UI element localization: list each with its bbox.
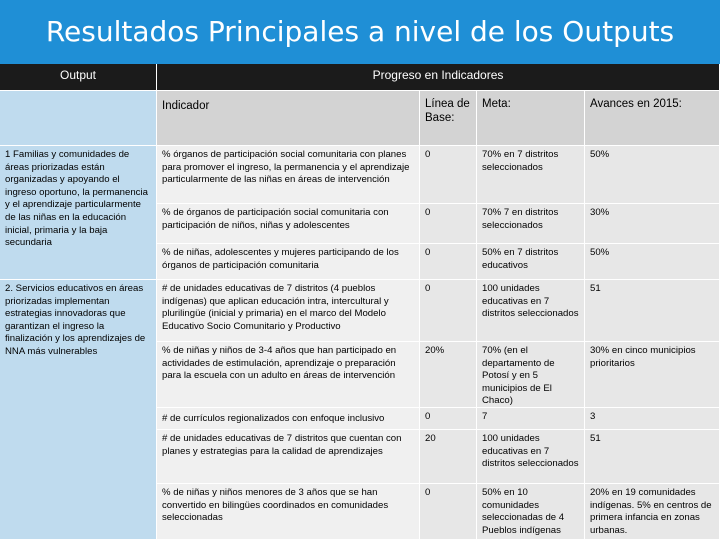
target-cell: 50% en 10 comunidades seleccionadas de 4 Pueblos indígenas: [477, 484, 585, 540]
progress-cell: 50%: [585, 244, 720, 280]
progress-cell: 30% en cinco municipios prioritarios: [585, 342, 720, 408]
baseline-cell: 0: [420, 408, 477, 430]
output-2: 2. Servicios educativos en áreas priorizadas implementan estrategias innovadoras que garantizan el ingreso la finalización y los aprendizajes de NNA más vulnerables: [0, 280, 157, 540]
baseline-cell: 20: [420, 430, 477, 484]
results-table: [0, 64, 720, 540]
header-indicador: Indicador: [157, 91, 420, 146]
progress-cell: 50%: [585, 146, 720, 204]
indicator-cell: % de niñas y niños de 3-4 años que han participado en actividades de estimulación, aprendizaje o preparación para la escuela con un adulto en áreas de intervención: [157, 342, 420, 408]
baseline-cell: 0: [420, 484, 477, 540]
target-cell: 100 unidades educativas en 7 distritos seleccionados: [477, 430, 585, 484]
target-cell: 7: [477, 408, 585, 430]
header-avances: Avances en 2015:: [585, 91, 720, 146]
baseline-cell: 0: [420, 146, 477, 204]
progress-cell: 51: [585, 280, 720, 342]
target-cell: 50% en 7 distritos educativos: [477, 244, 585, 280]
indicator-cell: % de niñas y niños menores de 3 años que se han convertido en bilingües coordinados en comunidades seleccionadas: [157, 484, 420, 540]
progress-cell: 30%: [585, 204, 720, 244]
indicator-cell: # de unidades educativas de 7 distritos que cuentan con planes y estrategias para la calidad de aprendizajes: [157, 430, 420, 484]
target-cell: 70% (en el departamento de Potosí y en 5 municipios de El Chaco): [477, 342, 585, 408]
page-title: Resultados Principales a nivel de los Outputs: [45, 15, 675, 48]
indicator-cell: % de órganos de participación social comunitaria con participación de niños, niñas y adolescentes: [157, 204, 420, 244]
target-cell: 70% 7 en distritos seleccionados: [477, 204, 585, 244]
target-cell: 70% en 7 distritos seleccionados: [477, 146, 585, 204]
progress-cell: 51: [585, 430, 720, 484]
baseline-cell: 0: [420, 204, 477, 244]
output-1: 1 Familias y comunidades de áreas priorizadas están organizadas y apoyando el ingreso oportuno, la permanencia y el aprendizaje particularmente de las niñas en la educación inicial, primaria y la baja secundaria: [0, 146, 157, 280]
target-cell: 100 unidades educativas en 7 distritos seleccionados: [477, 280, 585, 342]
baseline-cell: 0: [420, 244, 477, 280]
header-progreso: Progreso en Indicadores: [157, 64, 720, 91]
baseline-cell: 20%: [420, 342, 477, 408]
indicator-cell: % órganos de participación social comunitaria con planes para promover el ingreso, la permanencia y el aprendizaje particularmente de las niñas en áreas de intervención: [157, 146, 420, 204]
baseline-cell: 0: [420, 280, 477, 342]
indicator-cell: % de niñas, adolescentes y mujeres participando de los órganos de participación comunitaria: [157, 244, 420, 280]
progress-cell: 20% en 19 comunidades indígenas. 5% en centros de primera infancia en zonas urbanas.: [585, 484, 720, 540]
header-meta: Meta:: [477, 91, 585, 146]
indicator-cell: # de unidades educativas de 7 distritos (4 pueblos indígenas) que aplican educación intra, intercultural y plurilingüe (inicial y primaria) en el marco del Modelo Educativo Socio Comunitario y Productivo: [157, 280, 420, 342]
header-output-blank: [0, 91, 157, 146]
header-linea-base: Línea de Base:: [420, 91, 477, 146]
indicator-cell: # de currículos regionalizados con enfoque inclusivo: [157, 408, 420, 430]
header-output: Output: [0, 64, 157, 91]
progress-cell: 3: [585, 408, 720, 430]
